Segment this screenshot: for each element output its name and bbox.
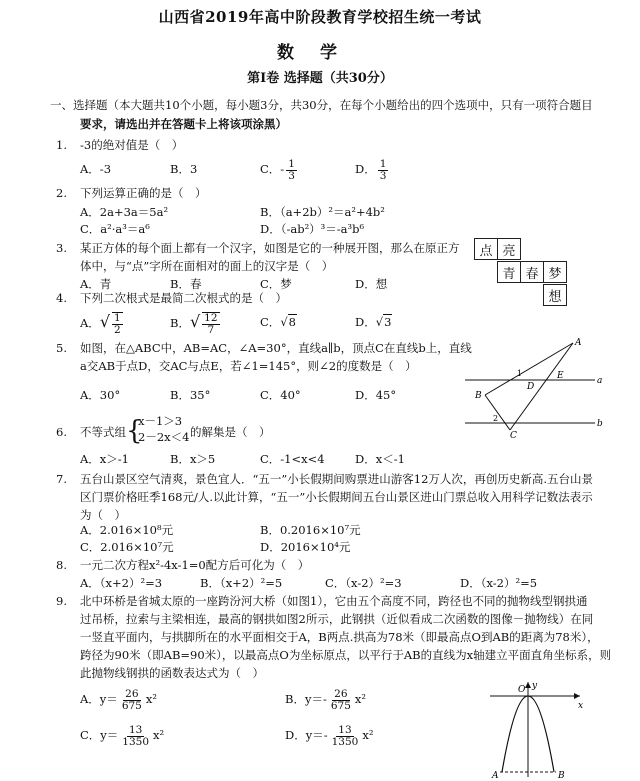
net-cell-dian: 点 bbox=[474, 238, 498, 260]
net-cell-xiang: 想 bbox=[543, 284, 567, 306]
q2-option-a: A．2a+3a＝5a² bbox=[80, 205, 169, 219]
intro-line2: 要求，请选出并在答题卡上将该项涂黑） bbox=[80, 117, 287, 131]
q8-num: 8. bbox=[56, 558, 67, 572]
label-angle-2: 2 bbox=[493, 414, 499, 423]
intro-line1: 一、选择题（本大题共10个小题，每小题3分，共30分，在每个小题给出的四个选项中，只有一项符合题目 bbox=[50, 98, 593, 112]
label-A: A bbox=[575, 338, 582, 348]
subject-title: 数学 bbox=[277, 43, 363, 63]
q8-option-d: D．（x-2）²=5 bbox=[460, 576, 538, 590]
q7-num: 7. bbox=[56, 472, 67, 486]
q4-num: 4. bbox=[56, 291, 67, 305]
q8-option-c: C．（x-2）²=3 bbox=[325, 576, 402, 590]
q5-option-a: A．30° bbox=[80, 388, 121, 402]
q4-option-d: D．√3 bbox=[355, 315, 392, 329]
q2-option-b: B．（a+2b）²＝a²+4b² bbox=[260, 205, 385, 219]
q9-stem-line4: 跨径为90米（即AB=90米），以最高点O为坐标原点，以平行于AB的直线为x轴建立平面直角坐标系，则 bbox=[80, 648, 612, 662]
label-line-a: a bbox=[597, 376, 603, 386]
q3-stem-line2: 体中，与“点”字所在面相对的面上的汉字是（ ） bbox=[80, 259, 334, 273]
q9-stem-line3: 一竖直平面内，与拱脚所在的水平面相交于A，B两点.拱高为78米（即最高点O到AB的距离为78米）， bbox=[80, 630, 599, 644]
q6-stem-post: 的解集是（ ） bbox=[190, 425, 271, 439]
q6-stem-pre: 不等式组 bbox=[80, 425, 126, 439]
q9-stem-line5: 此抛物线钢拱的函数表达式为（ ） bbox=[80, 666, 264, 680]
q3-stem-line1: 某正方体的每个面上都有一个汉字，如图是它的一种展开图，那么在原正方 bbox=[80, 241, 460, 255]
q5-option-d: D．45° bbox=[355, 388, 397, 402]
q2-option-c: C．a²·a³＝a⁶ bbox=[80, 222, 150, 236]
q3-option-b: B．春 bbox=[170, 277, 202, 291]
q5-stem-line1: 如图，在△ABC中，AB=AC，∠A=30°，直线a∥b，顶点C在直线b上，直线 bbox=[80, 341, 472, 355]
q4-stem: 下列二次根式是最简二次根式的是（ ） bbox=[80, 291, 287, 305]
brace: { bbox=[126, 416, 143, 446]
q1-option-c: C．- $\frac{1}{3}$ bbox=[260, 157, 295, 182]
label-B-point: B bbox=[558, 771, 565, 780]
label-angle-1: 1 bbox=[517, 369, 523, 378]
q6-option-a: A．x＞-1 bbox=[80, 452, 129, 466]
q7-stem-line2: 区门票价格旺季168元/人.以此计算，“五一”小长假期间五台山景区进山门票总收入用科学记数法表示 bbox=[80, 490, 593, 504]
q7-stem-line3: 为（ ） bbox=[80, 508, 126, 522]
q5-num: 5. bbox=[56, 341, 67, 355]
q6-num: 6. bbox=[56, 425, 67, 439]
label-A-point: A bbox=[492, 771, 499, 780]
triangle-figure bbox=[455, 335, 605, 440]
net-cell-chun: 春 bbox=[520, 261, 544, 283]
q4-option-a: A．√ $\frac{1}{2}$ bbox=[80, 312, 121, 336]
q1-stem: -3的绝对值是（ ） bbox=[80, 138, 184, 152]
page-title: 山西省2019年高中阶段教育学校招生统一考试 bbox=[158, 8, 482, 26]
label-E: E bbox=[557, 371, 564, 381]
label-line-b: b bbox=[597, 419, 603, 429]
q6-ineq1: x－1＞3 bbox=[138, 414, 183, 428]
q4-option-c: C．√8 bbox=[260, 315, 296, 329]
label-y: y bbox=[532, 681, 538, 691]
q9-stem-line2: 过吊桥，拉索与主梁相连，最高的钢拱如图2所示，此钢拱（近似看成二次函数的图像－抛物线）在同 bbox=[80, 612, 594, 626]
q3-option-d: D．想 bbox=[355, 277, 388, 291]
q8-option-b: B．（x+2）²=5 bbox=[200, 576, 283, 590]
q9-option-c: C．y＝ $\frac{13}{1350}$ x² bbox=[80, 723, 165, 748]
q1-num: 1. bbox=[56, 138, 67, 152]
q2-option-d: D．（-ab²）³＝-a³b⁶ bbox=[260, 222, 365, 236]
q3-option-c: C．梦 bbox=[260, 277, 292, 291]
q5-option-c: C．40° bbox=[260, 388, 301, 402]
section-title: 第Ⅰ卷 选择题（共30分） bbox=[247, 71, 393, 86]
q1-option-b: B．3 bbox=[170, 162, 198, 176]
q2-num: 2. bbox=[56, 186, 67, 200]
q8-stem: 一元二次方程x²-4x-1=0配方后可化为（ ） bbox=[80, 558, 310, 572]
label-O: O bbox=[518, 685, 526, 695]
label-x: x bbox=[578, 701, 584, 711]
q1-option-a: A．-3 bbox=[80, 162, 112, 176]
q6-ineq2: 2－2x＜4 bbox=[138, 430, 190, 444]
q3-option-a: A．青 bbox=[80, 277, 112, 291]
q9-num: 9. bbox=[56, 594, 67, 608]
parabola-figure bbox=[480, 680, 590, 780]
q7-stem-line1: 五台山景区空气清爽，景色宜人．“五一”小长假期间购票进山游客12万人次，再创历史新高.五台山景 bbox=[80, 472, 594, 486]
q3-num: 3. bbox=[56, 241, 67, 255]
net-cell-qing: 青 bbox=[497, 261, 521, 283]
q6-option-c: C．-1<x<4 bbox=[260, 452, 325, 466]
q8-option-a: A．（x+2）²=3 bbox=[80, 576, 163, 590]
net-cell-liang: 亮 bbox=[497, 238, 521, 260]
q1-option-d: D． $\frac{1}{3}$ bbox=[355, 157, 387, 182]
q2-stem: 下列运算正确的是（ ） bbox=[80, 186, 207, 200]
label-D: D bbox=[527, 382, 535, 392]
q5-option-b: B．35° bbox=[170, 388, 211, 402]
q5-stem-line2: a交AB于点D，交AC与点E，若∠1=145°，则∠2的度数是（ ） bbox=[80, 359, 417, 373]
q6-option-b: B．x＞5 bbox=[170, 452, 216, 466]
q7-option-d: D．2016×10⁴元 bbox=[260, 540, 351, 554]
q7-option-a: A．2.016×10⁸元 bbox=[80, 523, 174, 537]
q7-option-c: C．2.016×10⁷元 bbox=[80, 540, 174, 554]
net-cell-meng: 梦 bbox=[543, 261, 567, 283]
q6-option-d: D．x＜-1 bbox=[355, 452, 405, 466]
label-B: B bbox=[475, 391, 482, 401]
q7-option-b: B．0.2016×10⁷元 bbox=[260, 523, 361, 537]
q4-option-b: B．√ $\frac{12}{7}$ bbox=[170, 312, 218, 336]
q9-option-a: A．y＝ $\frac{26}{675}$ x² bbox=[80, 687, 157, 712]
q9-option-b: B．y＝- $\frac{26}{675}$ x² bbox=[285, 687, 366, 712]
label-C: C bbox=[510, 431, 517, 440]
q9-stem-line1: 北中环桥是省城太原的一座跨汾河大桥（如图1），它由五个高度不同，跨径也不同的抛物线型钢拱通 bbox=[80, 594, 588, 608]
q9-option-d: D．y＝- $\frac{13}{1350}$ x² bbox=[285, 723, 374, 748]
